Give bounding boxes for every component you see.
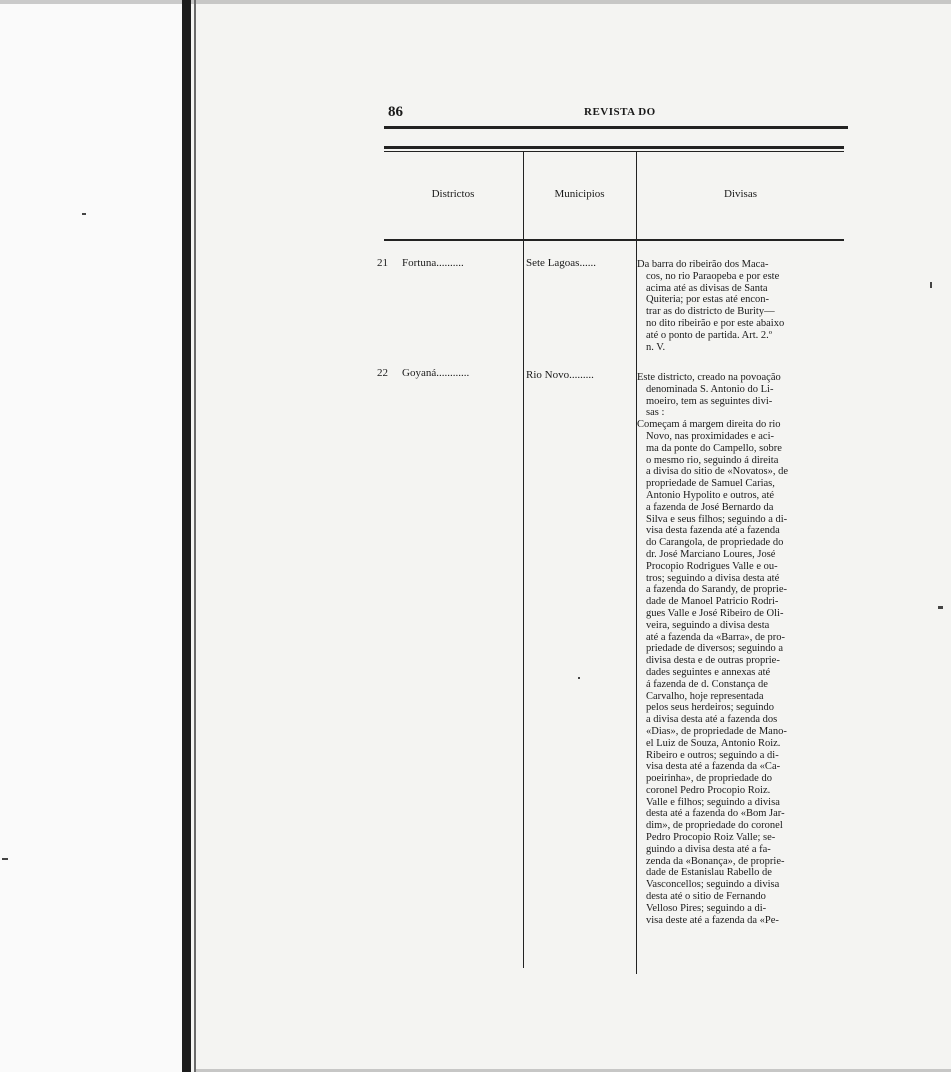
- divisas-line: «Dias», de propriedade de Mano-: [646, 725, 787, 737]
- divisas-line: até o ponto de partida. Art. 2.º: [646, 329, 773, 341]
- book-gutter-line: [194, 0, 196, 1072]
- divisas-line: dade de Manoel Patricio Rodri-: [646, 596, 779, 608]
- divisas-line: a fazenda do Sarandy, de proprie-: [646, 584, 788, 596]
- divisas-line: visa deste até a fazenda da «Pe-: [646, 914, 779, 926]
- divisas-line: a fazenda de José Bernardo da: [646, 501, 774, 513]
- scan-top-edge: [0, 0, 951, 4]
- divisas-line: ma da ponte do Campello, sobre: [646, 442, 782, 454]
- table-header-rule: [384, 239, 844, 241]
- row-municipio: Rio Novo.........: [526, 369, 594, 381]
- divisas-line: a divisa do sitio de «Novatos», de: [646, 466, 789, 478]
- divisas-line: Vasconcellos; seguindo a divisa: [646, 879, 780, 891]
- divisas-line: desta até o sitio de Fernando: [646, 891, 766, 903]
- table-top-rule-thin: [384, 151, 844, 152]
- page-number: 86: [388, 104, 403, 120]
- divisas-line: dim», de propriedade do coronel: [646, 820, 783, 832]
- divisas-line: cos, no rio Paraopeba e por este: [646, 270, 780, 282]
- row-municipio: Sete Lagoas......: [526, 257, 596, 269]
- divisas-line: sas :: [646, 407, 665, 419]
- scan-speck: [930, 282, 932, 288]
- divisas-line: Este districto, creado na povoação: [637, 372, 781, 383]
- divisas-line: Ribeiro e outros; seguindo a di-: [646, 749, 779, 761]
- column-header-districtos: Districtos: [431, 188, 475, 200]
- row-number: 22: [377, 367, 388, 379]
- divisas-line: Antonio Hypolito e outros, até: [646, 489, 775, 501]
- divisas-line: gues Valle e José Ribeiro de Oli-: [646, 607, 784, 619]
- page-header: [388, 104, 848, 122]
- divisas-line: poeirinha», de propriedade do: [646, 773, 772, 785]
- divisas-line: denominada S. Antonio do Li-: [646, 383, 774, 395]
- divisas-line: Velloso Pires; seguindo a di-: [646, 902, 767, 914]
- divisas-line: visa desta até a fazenda da «Ca-: [646, 761, 781, 773]
- left-margin: [0, 0, 182, 1072]
- divisas-line: veira, seguindo a divisa desta: [646, 619, 770, 631]
- running-title: REVISTA DO: [584, 106, 656, 118]
- table-top-rule: [384, 146, 844, 149]
- divisas-line: acima até as divisas de Santa: [646, 282, 768, 294]
- divisas-line: Da barra do ribeirão dos Maca-: [637, 259, 769, 270]
- divisas-line: dr. José Marciano Loures, José: [646, 548, 776, 560]
- divisas-line: Valle e filhos; seguindo a divisa: [646, 796, 780, 808]
- divisas-line: Quiteria; por estas até encon-: [646, 294, 770, 306]
- divisas-line: á fazenda de d. Constança de: [646, 678, 768, 690]
- divisas-line: Começam á margem direita do rio: [637, 419, 781, 431]
- divisas-line: a divisa desta até a fazenda dos: [646, 714, 778, 726]
- scan-speck: [578, 677, 580, 679]
- row-number: 21: [377, 257, 388, 269]
- divisas-line: no dito ribeirão e por este abaixo: [646, 317, 785, 329]
- header-rule: [384, 126, 848, 129]
- column-header-municipios: Municipios: [554, 188, 605, 200]
- divisas-line: Novo, nas proximidades e aci-: [646, 430, 775, 442]
- scan-speck: [938, 606, 943, 609]
- divisas-line: Silva e seus filhos; seguindo a di-: [646, 513, 788, 525]
- scan-speck: [82, 213, 86, 215]
- divisas-line: trar as do districto de Burity—: [646, 306, 775, 318]
- divisas-line: propriedade de Samuel Carias,: [646, 478, 775, 490]
- row-divisas: [637, 372, 844, 926]
- column-header-divisas: Divisas: [724, 188, 757, 200]
- scan-speck: [2, 858, 8, 860]
- row-divisas: [637, 259, 844, 353]
- divisas-line: do Carangola, de propriedade do: [646, 537, 784, 549]
- divisas-line: coronel Pedro Procopio Roiz.: [646, 784, 771, 796]
- divisas-line: zenda da «Bonança», de proprie-: [646, 855, 785, 867]
- divisas-line: desta até a fazenda do «Bom Jar-: [646, 808, 785, 820]
- row-district: Fortuna..........: [402, 257, 464, 269]
- divisas-line: Pedro Procopio Roiz Valle; se-: [646, 832, 776, 844]
- divisas-line: o mesmo rio, seguindo á direita: [646, 454, 779, 466]
- divisas-line: tros; seguindo a divisa desta até: [646, 572, 780, 584]
- book-gutter-shadow: [182, 0, 191, 1072]
- row-district: Goyaná............: [402, 367, 470, 379]
- divisas-line: dades seguintes e annexas até: [646, 666, 771, 678]
- divisas-line: priedade de diversos; seguindo a: [646, 643, 784, 655]
- divisas-line: Carvalho, hoje representada: [646, 690, 764, 702]
- divisas-line: n. V.: [646, 341, 666, 353]
- divisas-line: visa desta fazenda até a fazenda: [646, 525, 780, 537]
- divisas-line: moeiro, tem as seguintes divi-: [646, 395, 773, 407]
- divisas-line: Procopio Rodrigues Valle e ou-: [646, 560, 778, 572]
- divisas-line: el Luiz de Souza, Antonio Roiz.: [646, 737, 781, 749]
- divisas-line: pelos seus herdeiros; seguindo: [646, 702, 775, 714]
- divisas-line: divisa desta e de outras proprie-: [646, 655, 780, 667]
- divisas-line: até a fazenda da «Barra», de pro-: [646, 631, 786, 643]
- divisas-line: guindo a divisa desta até a fa-: [646, 843, 771, 855]
- column-divider: [523, 152, 524, 968]
- divisas-line: dade de Estanislau Rabello de: [646, 867, 772, 879]
